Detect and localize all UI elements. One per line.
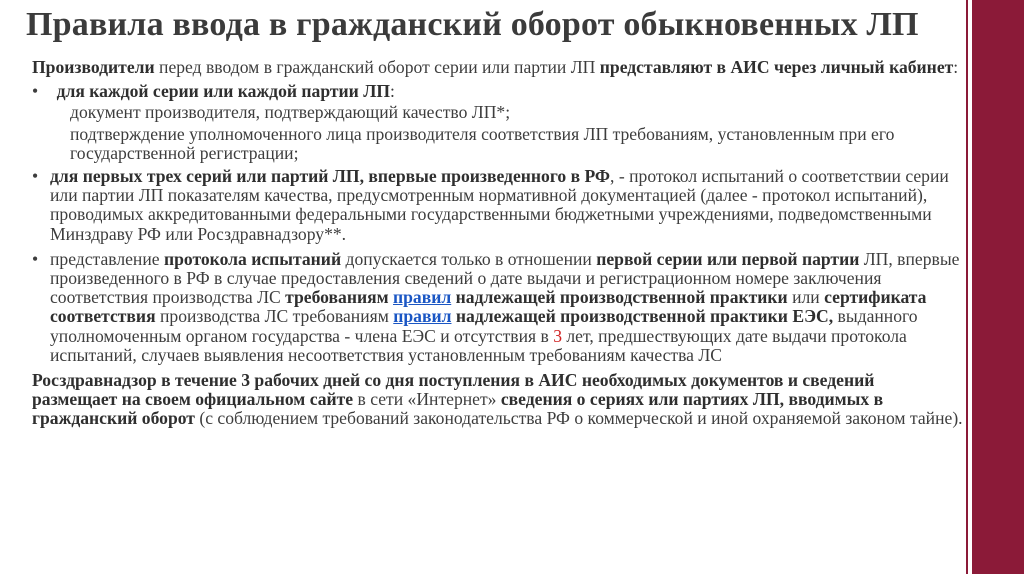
bullet2-bold: для первых трех серий или партий ЛП, впервые произведенного в РФ (50, 166, 611, 187)
bullet3-bold-5: сертификата соответствия (50, 287, 927, 327)
bullet3-text-3: ЛП, впервые произведенного в РФ в случае предоставления сведений о дате выдачи и регистрационном номере заключения соответствия производства ЛС (50, 248, 960, 308)
bullet3-bold-4: надлежащей производственной практики (455, 287, 788, 308)
bullet-marker: • (32, 166, 39, 187)
accent-line (966, 0, 968, 574)
intro-text-2: : (953, 57, 959, 77)
outro-text-2: (с соблюдением требований законодательства РФ о коммерческой и иной охраняемой законом тайне). (194, 408, 963, 429)
bullet3-text-5: производства ЛС требованиям (155, 306, 394, 327)
intro-paragraph (32, 58, 964, 77)
bullet-first-three-series (32, 167, 964, 244)
bullet3-bold-3: требованиям (285, 287, 389, 308)
intro-text-1: перед вводом в гражданский оборот серии или партии ЛП (154, 57, 600, 77)
accent-sidebar (972, 0, 1024, 574)
sub-item-authorized-confirmation: подтверждение уполномоченного лица производителя соответствия ЛП требованиям, установленным при его государственной регистрации; (70, 123, 895, 163)
gmp-rules-link[interactable]: правил (393, 287, 452, 308)
bullet3-text-6: выданного уполномоченным органом государства - члена ЕЭС и отсутствия в (50, 306, 918, 346)
bullet2-text: , - протокол испытаний о соответствии серии или партии ЛП показателям качества, предусмотренным нормативной документацией (далее - протокол испытаний), проводимых аккредитованными федеральными государственными бюджетными учреждениями, подведомственными Минздраву РФ или Росздравнадзору**. (50, 166, 949, 244)
bullet1-bold: для каждой серии или каждой партии ЛП (56, 81, 391, 102)
highlight-number: 3 (553, 325, 562, 346)
bullet3-text-4: или (787, 287, 825, 308)
bullet3-text-2: допускается только в отношении (341, 248, 597, 269)
eaeu-gmp-rules-link[interactable]: правил (393, 306, 452, 327)
outro-bold-2: сведения о сериях или партиях ЛП, вводимых в гражданский оборот (32, 389, 884, 429)
bullet-marker: • (32, 248, 39, 269)
bullet-marker: • (32, 81, 39, 102)
bullet-protocol-submission (32, 250, 964, 365)
bullet3-text-1: представление (50, 248, 164, 269)
bullet3-text-7: лет, предшествующих дате выдачи протокола испытаний, случаев выявления несоответствия установленным требованиям качества ЛС (50, 325, 907, 365)
bullet3-bold-2: первой серии или первой партии (596, 248, 860, 269)
sub-item-manufacturer-doc: документ производителя, подтверждающий качество ЛП*; (70, 102, 511, 123)
outro-text-1: в сети «Интернет» (353, 389, 501, 410)
bullet3-bold-1: протокола испытаний (163, 248, 342, 269)
slide-title: Правила ввода в гражданский оборот обыкновенных ЛП (26, 6, 919, 43)
bullet3-bold-6: надлежащей производственной практики ЕЭС, (455, 306, 834, 327)
outro-paragraph (32, 371, 964, 429)
bullet1-text: : (390, 81, 395, 102)
intro-bold-2: представляют в АИС через личный кабинет (599, 57, 954, 77)
outro-bold-1: Росздравнадзор в течение 3 рабочих дней со дня поступления в АИС необходимых документов и сведений размещает на своем официальном сайте (32, 370, 875, 410)
slide-body (32, 58, 964, 434)
intro-bold-1: Производители (32, 57, 155, 77)
bullet-each-series (32, 82, 964, 163)
